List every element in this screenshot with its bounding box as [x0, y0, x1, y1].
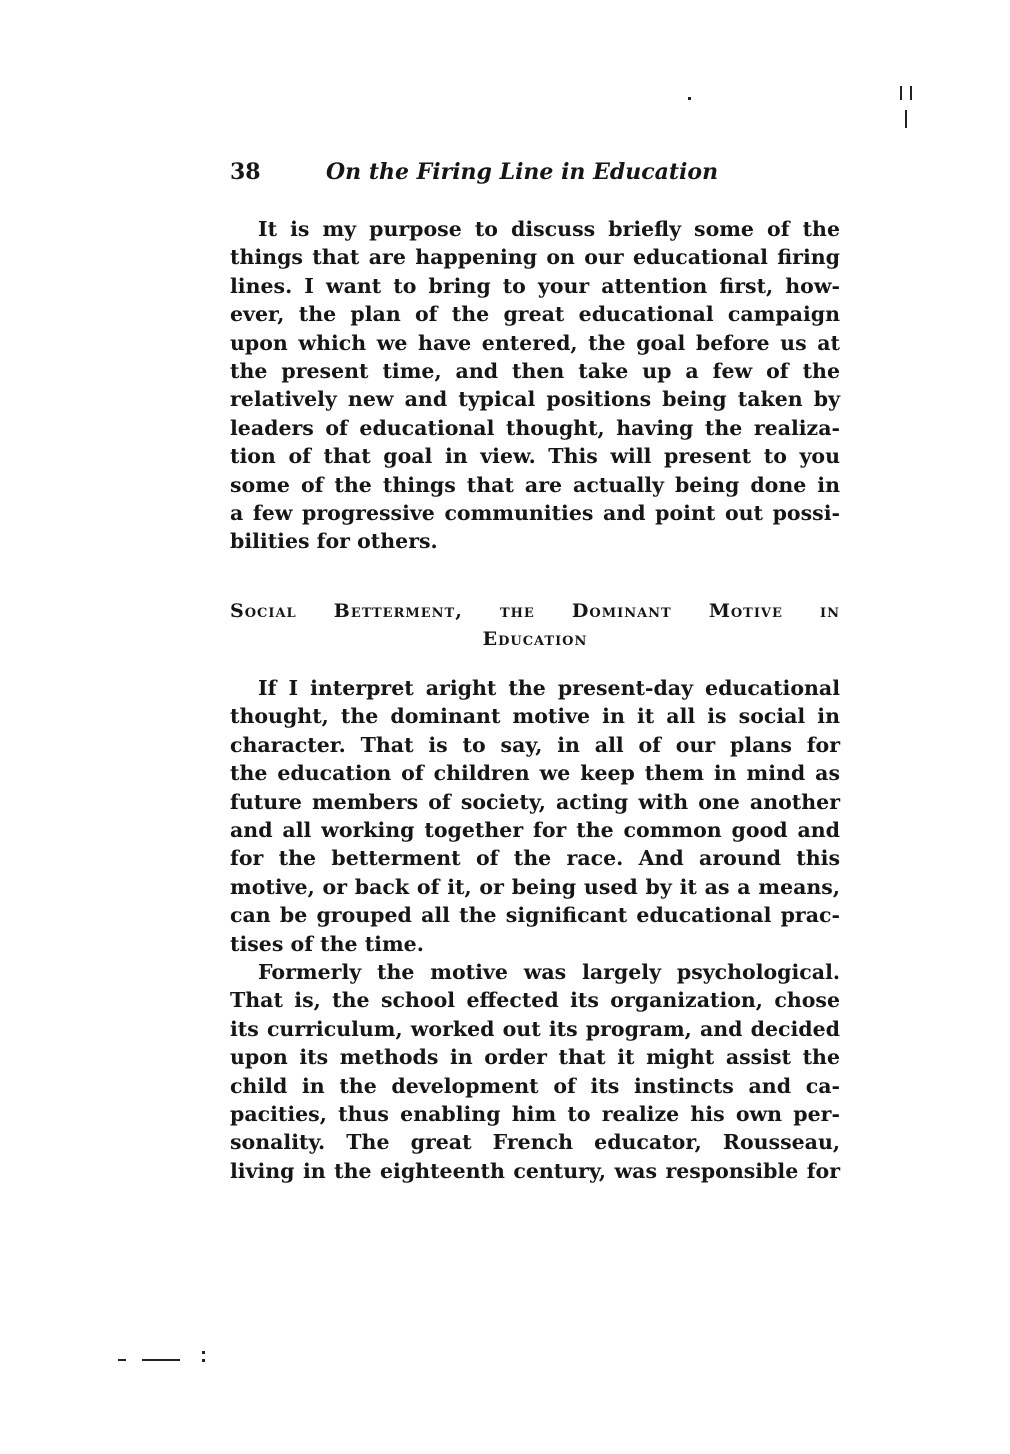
scan-mark-bottom-4	[202, 1359, 205, 1362]
text-line: thought, the dominant motive in it all is social in	[230, 704, 840, 729]
text-line: ever, the plan of the great educational campaign	[230, 302, 840, 327]
text-line: living in the eighteenth century, was responsible for	[230, 1158, 840, 1183]
text-line: its curriculum, worked out its program, and decided	[230, 1016, 840, 1041]
section-heading-line-2: Education	[482, 628, 588, 650]
text-line: child in the development of its instincts and ca-	[230, 1073, 840, 1098]
text-line: upon its methods in order that it might assist the	[230, 1045, 840, 1070]
paragraph-intro	[230, 215, 840, 556]
text-line: If I interpret aright the present-day educational	[258, 676, 840, 700]
section-heading-line-1: Social Betterment, the Dominant Motive in	[230, 600, 840, 622]
running-title: On the Firing Line in Education	[326, 159, 719, 185]
text-line: pacities, thus enabling him to realize his own per-	[230, 1101, 840, 1126]
text-line: a few progressive communities and point out possi-	[230, 500, 840, 525]
section-heading	[230, 597, 840, 653]
text-line: lines. I want to bring to your attention first, how-	[230, 273, 840, 298]
text-line: It is my purpose to discuss briefly some of the	[258, 217, 840, 241]
text-line: Formerly the motive was largely psychological.	[258, 960, 840, 984]
text-line: tion of that goal in view. This will present to you	[230, 444, 840, 469]
page-number: 38	[230, 159, 261, 185]
scan-mark-bar-2	[910, 86, 912, 100]
text-line: That is, the school effected its organization, chose	[230, 988, 840, 1013]
text-line: some of the things that are actually being done in	[230, 472, 840, 497]
scan-mark-bottom-3	[202, 1351, 205, 1354]
text-line: the education of children we keep them in mind as	[230, 761, 840, 786]
text-line: can be grouped all the significant educational prac-	[230, 903, 840, 928]
text-line: upon which we have entered, the goal before us at	[230, 330, 840, 355]
text-line: and all working together for the common good and	[230, 817, 840, 842]
text-line: motive, or back of it, or being used by it as a means,	[230, 874, 840, 899]
text-line: character. That is to say, in all of our plans for	[230, 732, 840, 757]
text-line: for the betterment of the race. And around this	[230, 846, 840, 871]
scan-mark-dot	[688, 97, 691, 100]
text-line: sonality. The great French educator, Rousseau,	[230, 1130, 840, 1155]
text-line: things that are happening on our educational firing	[230, 245, 840, 270]
text-line: bilities for others.	[230, 529, 438, 554]
scan-mark-bar-3	[905, 110, 907, 128]
text-line: relatively new and typical positions being taken by	[230, 387, 840, 412]
scan-mark-bottom-1	[118, 1359, 126, 1361]
text-line: future members of society, acting with one another	[230, 789, 840, 814]
text-line: tises of the time.	[230, 931, 424, 956]
scan-mark-bottom-2	[142, 1359, 180, 1361]
text-line: the present time, and then take up a few of the	[230, 358, 840, 383]
paragraph-social-motive	[230, 674, 840, 958]
text-line: leaders of educational thought, having the realiza-	[230, 415, 840, 440]
page-header	[230, 155, 840, 189]
scan-mark-bar-1	[900, 86, 902, 100]
paragraph-psychological-motive	[230, 958, 840, 1185]
